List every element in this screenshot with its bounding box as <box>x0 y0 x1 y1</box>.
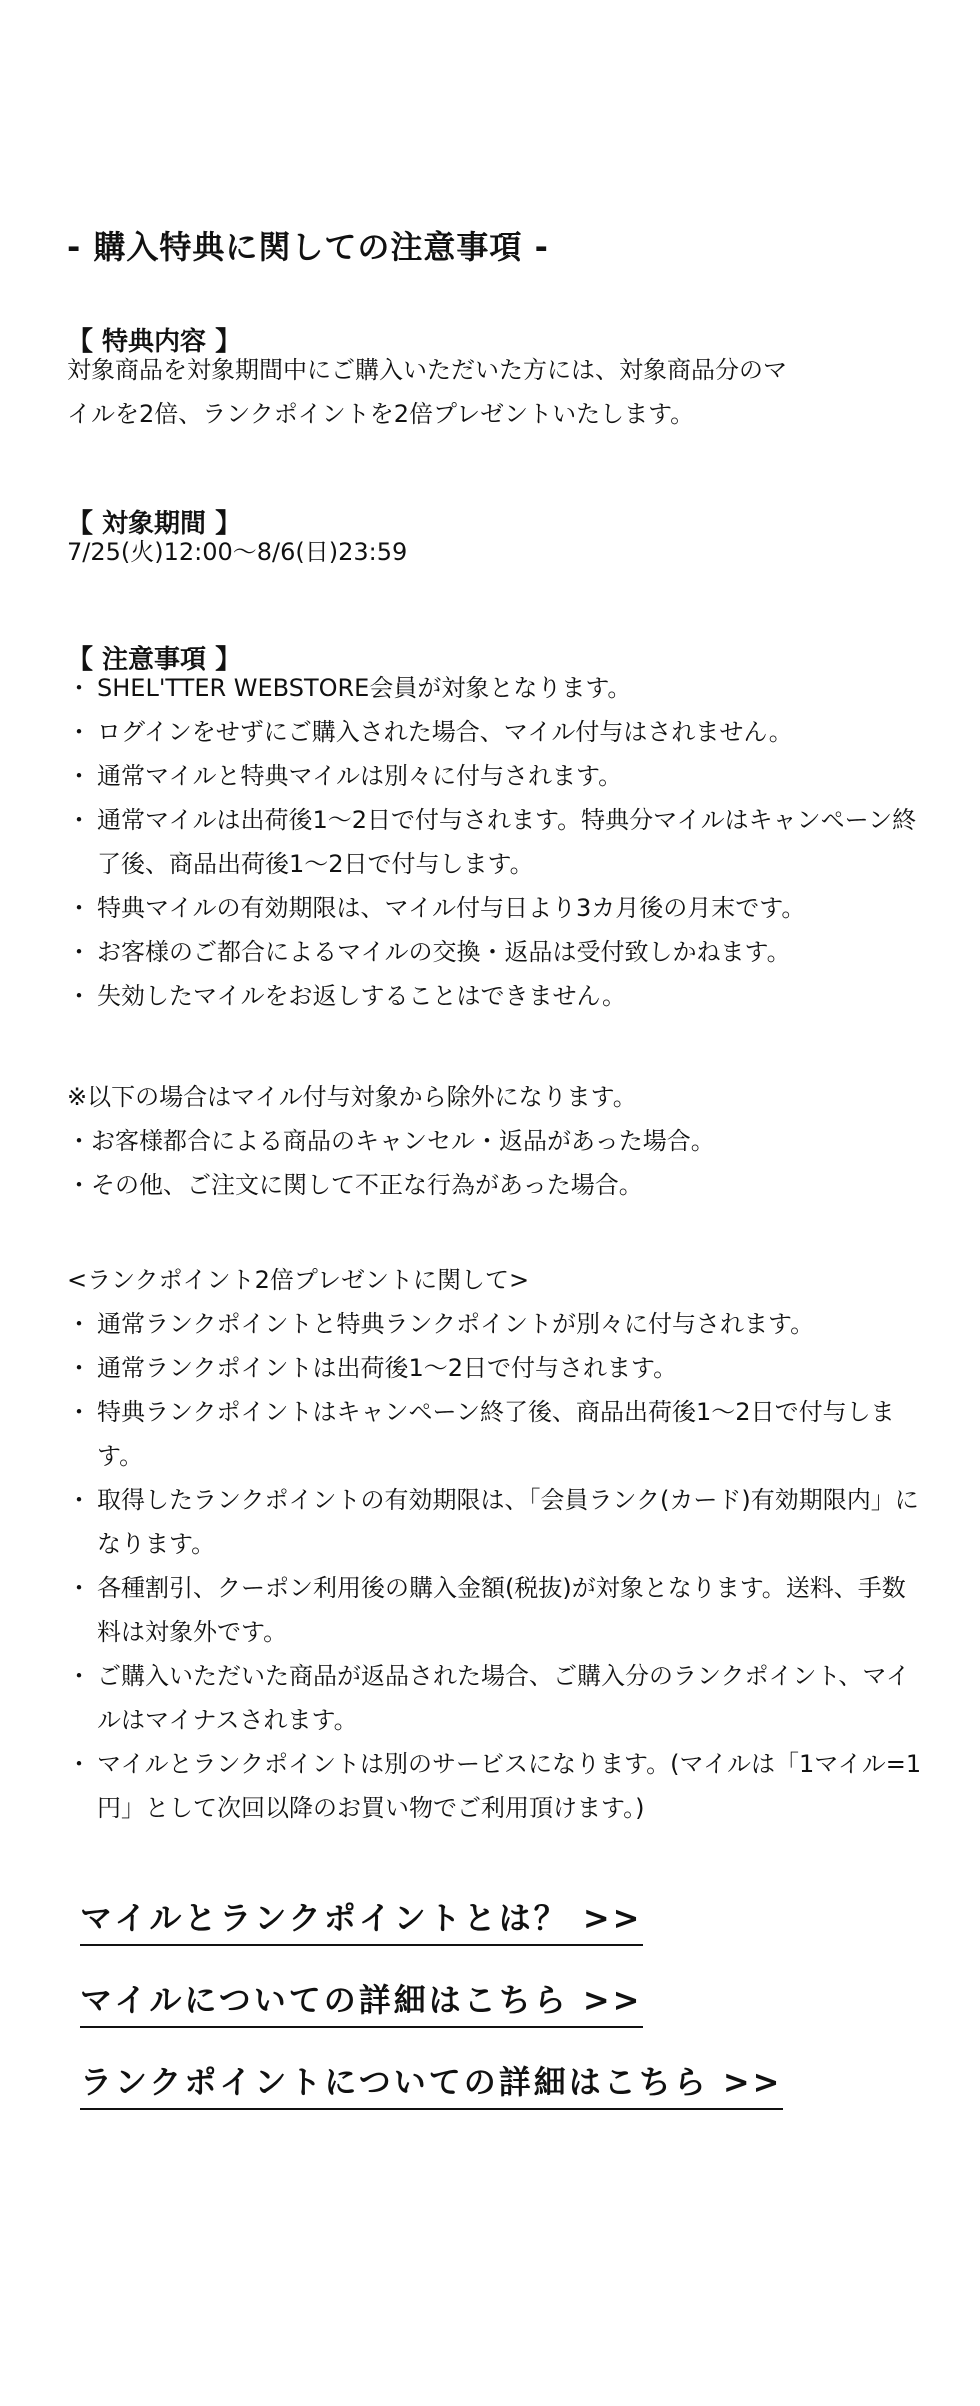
rank-list <box>67 1302 927 1830</box>
exclusion-intro: ※以下の場合はマイル付与対象から除外になります。 <box>67 1083 637 1111</box>
notes-item-5 <box>67 886 927 930</box>
exclusion-line-1: ・お客様都合による商品のキャンセル・返品があった場合。 <box>67 1127 715 1155</box>
rank-item-3 <box>67 1390 927 1478</box>
rank-item-6 <box>67 1654 927 1742</box>
period-text-wrap <box>67 530 927 574</box>
notes-item-text-7: ・ 失効したマイルをお返しすることはできません。 <box>97 982 626 1010</box>
notes-list <box>67 666 927 1018</box>
exclusion-line-2: ・その他、ご注文に関して不正な行為があった場合。 <box>67 1171 643 1199</box>
benefits-line-1: 対象商品を対象期間中にご購入いただいた方には、対象商品分のマ <box>67 356 787 384</box>
period-heading: 【 対象期間 】 <box>67 508 242 539</box>
benefits-text <box>67 348 927 436</box>
benefits-heading: 【 特典内容 】 <box>67 326 242 357</box>
rank-item-text-4: ・ 取得したランクポイントの有効期限は、「会員ランク(カード)有効期限内」になります。 <box>97 1486 919 1558</box>
notes-item-7 <box>67 974 927 1018</box>
notes-item-3 <box>67 754 927 798</box>
notes-item-text-1: ・ SHEL'TTER WEBSTORE会員が対象となります。 <box>97 674 632 702</box>
rank-item-5 <box>67 1566 927 1654</box>
mile-details-link[interactable]: マイルについての詳細はこちら >> <box>80 1980 643 2028</box>
rank-heading-wrap <box>67 1258 927 1302</box>
notes-item-1 <box>67 666 927 710</box>
notes-item-text-4: ・ 通常マイルは出荷後1〜2日で付与されます。特典分マイルはキャンペーン終了後、商品出荷後1〜2日で付与します。 <box>97 806 917 878</box>
rank-item-text-7: ・ マイルとランクポイントは別のサービスになります。(マイルは「1マイル=1円」として次回以降のお買い物でご利用頂けます。) <box>97 1750 922 1822</box>
rank-item-2 <box>67 1346 927 1390</box>
notes-item-text-2: ・ ログインをせずにご購入された場合、マイル付与はされません。 <box>97 718 793 746</box>
what-is-mile-rank-link[interactable]: マイルとランクポイントとは？ >> <box>80 1898 643 1946</box>
notes-item-2 <box>67 710 927 754</box>
rank-item-1 <box>67 1302 927 1346</box>
notes-item-text-3: ・ 通常マイルと特典マイルは別々に付与されます。 <box>97 762 623 790</box>
rank-item-text-5: ・ 各種割引、クーポン利用後の購入金額(税抜)が対象となります。送料、手数料は対象外です。 <box>97 1574 906 1646</box>
notes-heading: 【 注意事項 】 <box>67 644 242 675</box>
rank-item-text-2: ・ 通常ランクポイントは出荷後1〜2日で付与されます。 <box>97 1354 678 1382</box>
rank-item-4 <box>67 1478 927 1566</box>
notes-item-4 <box>67 798 927 886</box>
rank-item-text-6: ・ ご購入いただいた商品が返品された場合、ご購入分のランクポイント、マイルはマイナスされます。 <box>97 1662 910 1734</box>
notes-item-text-6: ・ お客様のご都合によるマイルの交換・返品は受付致しかねます。 <box>97 938 791 966</box>
rank-item-7 <box>67 1742 927 1830</box>
exclusion-block <box>67 1075 927 1207</box>
benefits-line-2: イルを2倍、ランクポイントを2倍プレゼントいたします。 <box>67 400 695 428</box>
rank-item-text-3: ・ 特典ランクポイントはキャンペーン終了後、商品出荷後1〜2日で付与します。 <box>97 1398 895 1470</box>
rank-details-link[interactable]: ランクポイントについての詳細はこちら >> <box>80 2062 783 2110</box>
rank-item-text-1: ・ 通常ランクポイントと特典ランクポイントが別々に付与されます。 <box>97 1310 815 1338</box>
page-title: - 購入特典に関しての注意事項 - <box>67 228 549 267</box>
period-text: 7/25(火)12:00〜8/6(日)23:59 <box>67 538 408 566</box>
notes-item-6 <box>67 930 927 974</box>
notes-item-text-5: ・ 特典マイルの有効期限は、マイル付与日より3カ月後の月末です。 <box>97 894 806 922</box>
rank-section-heading: <ランクポイント2倍プレゼントに関して> <box>67 1266 530 1294</box>
